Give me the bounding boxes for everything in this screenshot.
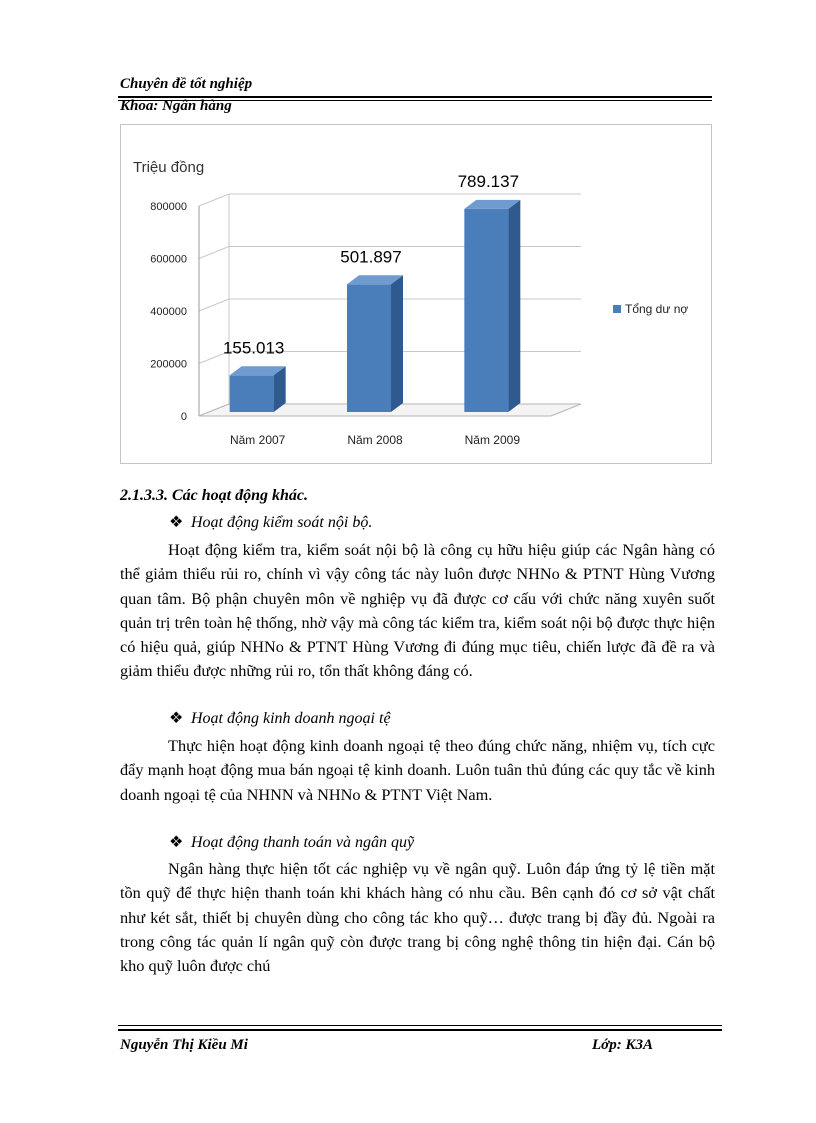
legend-swatch — [613, 305, 621, 313]
data-label: 501.897 — [340, 247, 402, 267]
gridline-side — [199, 194, 229, 206]
paragraph-foreign-exchange: Thực hiện hoạt động kinh doanh ngoại tệ theo đúng chức năng, nhiệm vụ, tích cực đẩy mạnh hoạt động mua bán ngoại tệ kinh doanh. Luôn tuân thủ đúng các quy tắc về kinh doanh ngoại tệ của NHNN và NHNo & PTNT Việt Nam. — [120, 736, 715, 804]
gridline-side — [199, 247, 229, 259]
bar-side — [391, 275, 403, 412]
y-tick-label: 0 — [180, 411, 187, 423]
legend-label: Tổng dư nợ — [625, 302, 689, 316]
paragraph-treasury: Ngân hàng thực hiện tốt các nghiệp vụ về ngân quỹ. Luôn đáp ứng tỷ lệ tiền mặt tồn quỹ để thực hiện thanh toán khi khách hàng có nhu cầu. Bên cạnh đó cơ sở vật chất như két sắt, thiết bị chuyên dùng cho công tác kho quỹ… được trang bị đầy đủ. Ngoài ra trong công tác quản lí ngân quỹ còn được trang bị công nghệ thông tin hiện đại. Cán bộ kho quỹ luôn được chú — [120, 859, 715, 976]
subsection-heading-2 — [169, 708, 391, 728]
footer-rule-thick — [118, 1029, 722, 1031]
subsection-heading-text: Hoạt động thanh toán và ngân quỹ — [191, 834, 415, 851]
footer-class: Lớp: K3A — [592, 1037, 653, 1053]
y-tick-label: 800000 — [150, 201, 187, 213]
chart-frame — [120, 124, 712, 464]
x-tick-label: Năm 2009 — [464, 433, 521, 447]
footer-author: Nguyễn Thị Kiều Mi — [120, 1037, 248, 1053]
bar-front — [464, 209, 508, 412]
x-tick-label: Năm 2008 — [347, 433, 403, 447]
footer-rule-thin — [118, 1025, 722, 1026]
bar-front — [347, 284, 391, 412]
diamond-bullet-icon: ❖ — [169, 834, 184, 851]
y-tick-label: 600000 — [150, 253, 187, 266]
y-tick-label: 200000 — [150, 358, 187, 371]
bar-chart — [121, 125, 711, 463]
header-faculty: Khoa: Ngân hàng — [120, 98, 232, 114]
bar-front — [230, 375, 274, 412]
header-title: Chuyên đề tốt nghiệp — [120, 76, 253, 92]
diamond-bullet-icon: ❖ — [169, 710, 184, 727]
x-tick-label: Năm 2007 — [229, 433, 286, 447]
subsection-heading-text: Hoạt động kiểm soát nội bộ. — [191, 514, 373, 531]
diamond-bullet-icon: ❖ — [169, 514, 184, 531]
data-label: 155.013 — [222, 338, 285, 358]
subsection-heading-3 — [169, 832, 414, 852]
y-axis-title: Triệu đồng — [133, 159, 205, 176]
section-title: 2.1.3.3. Các hoạt động khác. — [120, 487, 309, 504]
y-tick-label: 400000 — [150, 306, 187, 318]
paragraph-internal-control: Hoạt động kiểm tra, kiểm soát nội bộ là công cụ hữu hiệu giúp các Ngân hàng có thể giảm thiểu rủi ro, chính vì vậy công tác này luôn được NHNo & PTNT Hùng Vương quan tâm. Bộ phận chuyên môn về nghiệp vụ đã được cơ cấu với chức năng xuyên suốt quản trị trên toàn hệ thống, nhờ vậy mà công tác kiểm tra, kiểm soát nội bộ được thực hiện có hiệu quả, giúp NHNo & PTNT Hùng Vương đi đúng mục tiêu, chiến lược đã đề ra và giảm thiểu được những rủi ro, tổn thất không đáng có. — [120, 540, 715, 681]
subsection-heading-text: Hoạt động kinh doanh ngoại tệ — [191, 710, 391, 727]
subsection-heading-1 — [169, 512, 372, 532]
data-label: 789.137 — [457, 171, 520, 191]
gridline-side — [199, 299, 229, 311]
bar-side — [508, 200, 520, 412]
